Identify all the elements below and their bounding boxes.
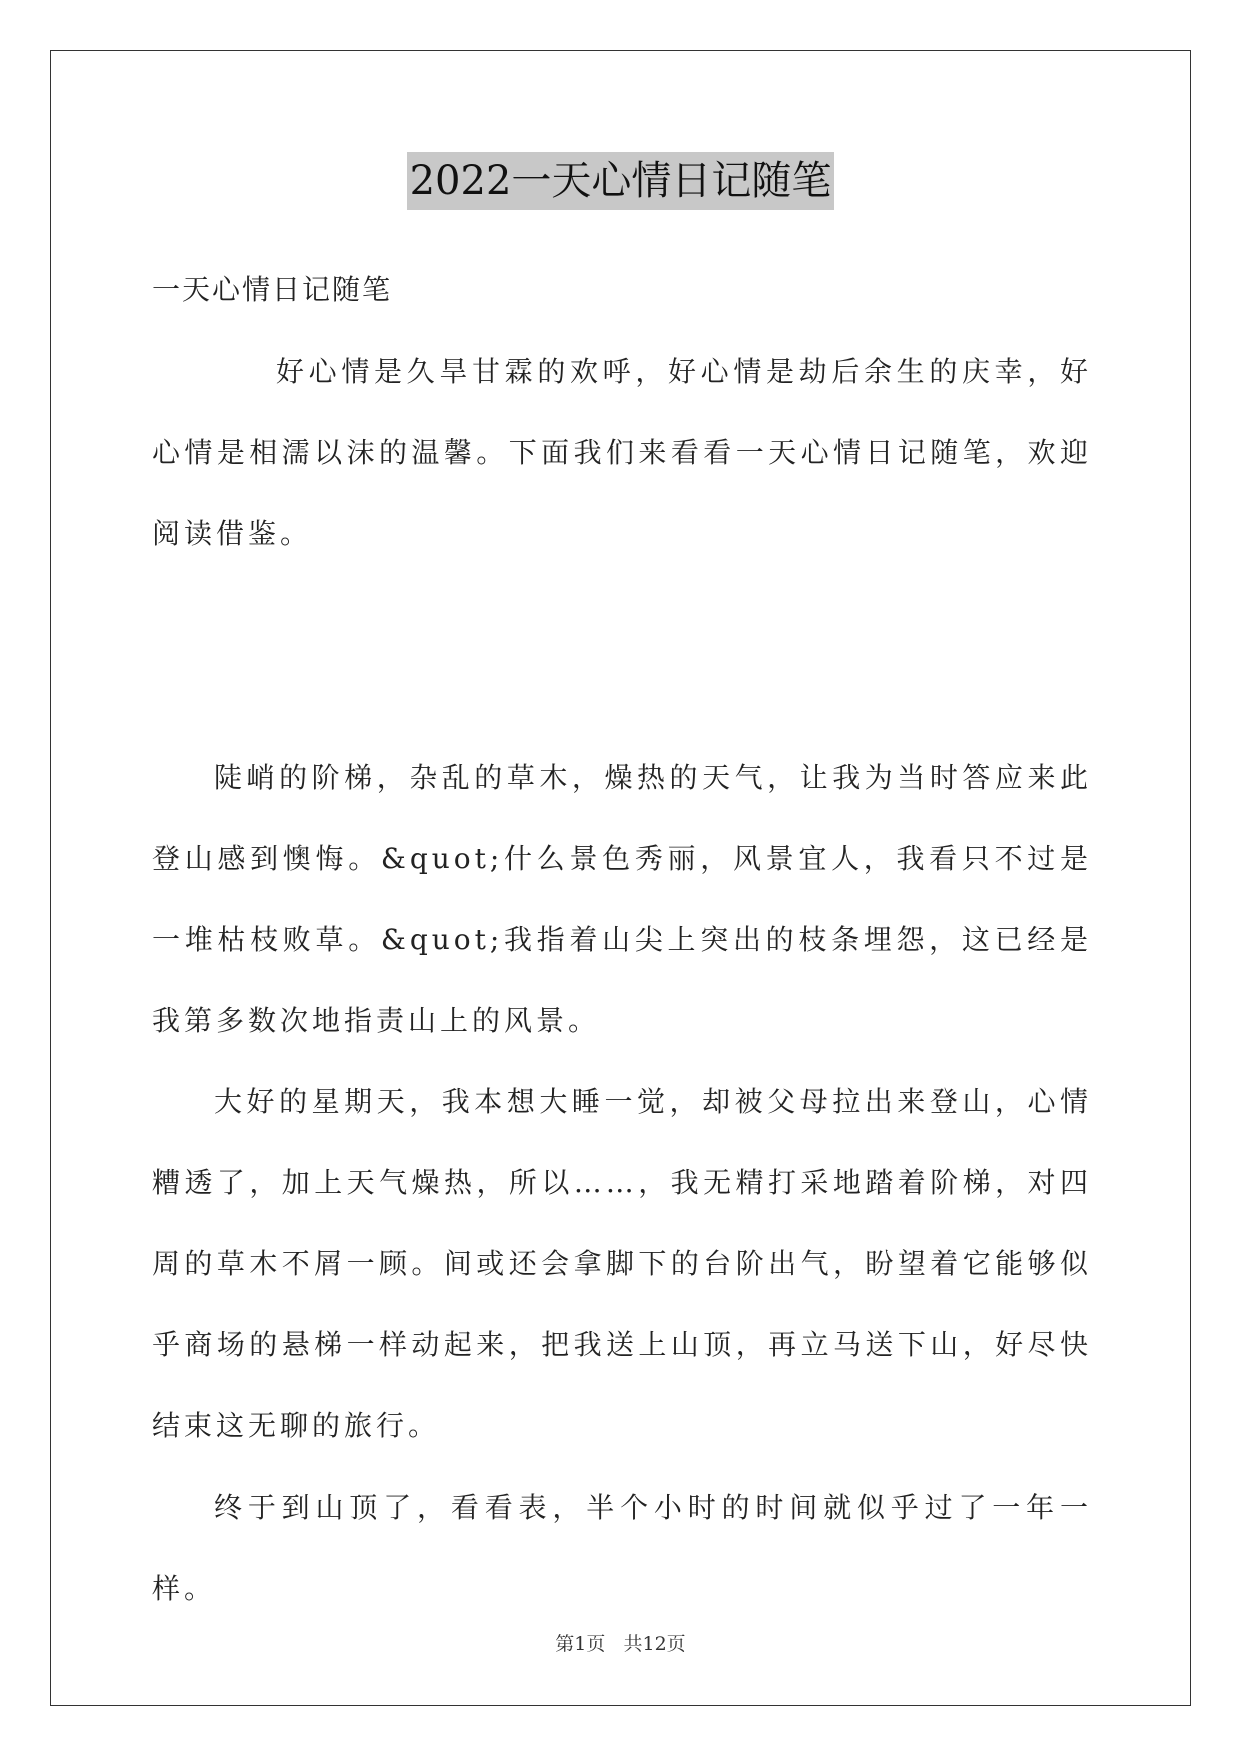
document-title: 2022一天心情日记随笔 [407,152,835,210]
page-number-footer: 第1页 共12页 [555,1633,686,1655]
body-paragraph-2: 大好的星期天，我本想大睡一觉，却被父母拉出来登山，心情糟透了，加上天气燥热，所以……，我无精打采地踏着阶梯，对四周的草木不屑一顾。间或还会拿脚下的台阶出气，盼望着它能够似乎商场的悬梯一样动起来，把我送上山顶，再立马送下山，好尽快结束这无聊的旅行。 [152,1085,1092,1442]
title-container [0,152,1241,210]
document-subheading: 一天心情日记随笔 [152,273,393,306]
intro-paragraph: 好心情是久旱甘霖的欢呼，好心情是劫后余生的庆幸，好心情是相濡以沫的温馨。下面我们来看看一天心情日记随笔，欢迎阅读借鉴。 [152,355,1092,550]
body-paragraph-1: 陡峭的阶梯，杂乱的草木，燥热的天气，让我为当时答应来此登山感到懊悔。&quot;什么景色秀丽，风景宜人，我看只不过是一堆枯枝败草。&quot;我指着山尖上突出的枝条埋怨，这已经是我第多数次地指责山上的风景。 [152,761,1092,1037]
body-paragraph-3: 终于到山顶了，看看表，半个小时的时间就似乎过了一年一样。 [152,1491,1092,1605]
